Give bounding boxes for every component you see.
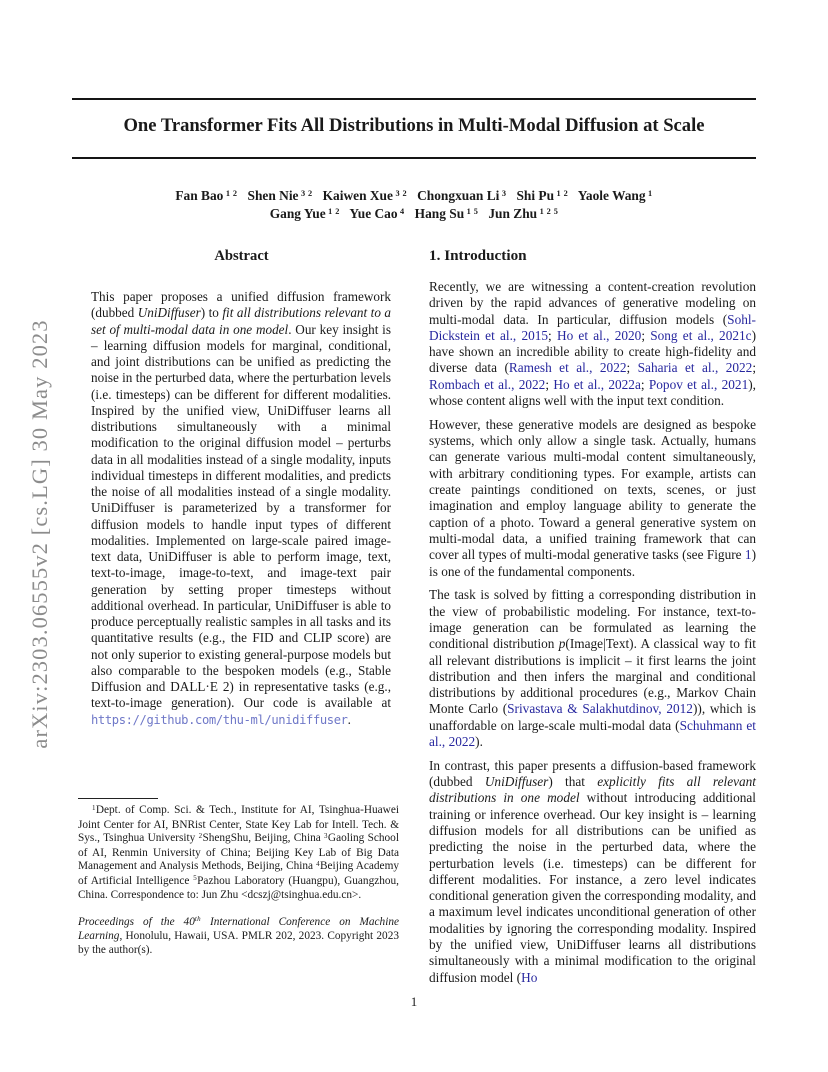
text-segment [405, 206, 415, 221]
text-segment: Recently, we are witnessing a content-creation revolution driven by the rapid advances of generative modeling on multi-modal data. In particular, diffusion models ( [429, 279, 756, 327]
text-segment: 1 2 5 [537, 207, 559, 217]
intro-paragraph-2 [429, 417, 756, 580]
text-segment [478, 206, 488, 221]
intro-paragraph-1 [429, 279, 756, 409]
citation-link[interactable]: Srivastava & Salakhutdinov, 2012 [507, 701, 693, 717]
text-segment: ) that [548, 774, 598, 790]
citation-link[interactable]: Ho et al., 2022a [553, 376, 641, 392]
text-segment: fit all distributions relevant to a set of multi-modal data in one model [91, 305, 392, 337]
citation-link[interactable]: Popov et al., 2021 [648, 376, 749, 392]
proceedings-notice [78, 916, 399, 958]
text-segment: without introducing additional training or inference overhead. Our key insight is – learning diffusion models for all distributions can be unified as predicting the noise in the perturbed data, where the perturbation levels (i.e. timesteps) can be different for different modalities. For instance, a zero level indicates conditional generation given the corresponding modality, and a maximum level indicates unconditional generation of other modalities by ignoring the corresponding modality. Inspired by the unified view, UniDiffuser learns all distributions simultaneously with a minimal modification to the original diffusion model ( [429, 790, 756, 985]
author-line-1 [72, 187, 756, 207]
text-segment: ). [475, 734, 483, 750]
citation-link[interactable]: Saharia et al., 2022 [637, 360, 753, 376]
text-segment: Shi Pu [516, 188, 555, 203]
citation-link[interactable]: Sohl-Dickstein et al., 2015 [429, 311, 756, 343]
citation-link[interactable]: Song et al., 2021c [650, 327, 752, 343]
url-link[interactable]: https://github.com/thu-ml/unidiffuser [91, 712, 348, 727]
text-segment: ), whose content aligns well with the input text condition. [429, 376, 756, 409]
text-segment: 4 [316, 859, 320, 868]
text-segment: Chongxuan Li [417, 188, 500, 203]
text-segment [313, 188, 323, 203]
text-segment: 5 [193, 874, 198, 883]
intro-paragraph-4 [429, 758, 756, 986]
text-segment: Proceedings of the 40 [78, 915, 195, 928]
text-segment: UniDiffuser [484, 774, 549, 790]
text-segment: The task is solved by fitting a corresponding distribution in the view of probabilistic modeling. For instance, text-to-image generation can be formulated as learning the conditional distribution [429, 587, 756, 652]
citation-link[interactable]: Schuhmann et al., 2022 [429, 717, 756, 750]
text-segment: 3 2 [298, 189, 313, 199]
citation-link[interactable]: Ramesh et al., 2022 [508, 360, 627, 376]
text-segment: 3 [324, 831, 328, 840]
text-segment: International Conference on Machine Learning [78, 915, 399, 942]
text-segment: However, these generative models are designed as bespoke systems, which only allow a single task. Actually, humans can generate various multi-modal content simultaneously, with arbitrary conditioning types. For example, artists can create paintings conditioned on texts, scenes, or just imagination and employ language ability to generate the caption of a photo. Toward a general generative system on multi-modal data, a unified training framework that can cover all types of multi-modal generative tasks (see Figure [429, 416, 756, 563]
text-segment: th [194, 915, 202, 924]
text-segment: Kaiwen Xue [322, 188, 393, 203]
citation-link[interactable]: Ho et al., 2020 [556, 327, 642, 343]
text-segment: 1 5 [464, 207, 479, 217]
text-segment: explicitly fits all relevant distributions in one model [429, 774, 756, 806]
text-segment: 1 2 [325, 207, 340, 217]
text-segment: (Image|Text). A classical way to fit all relevant distributions is implicit – it first learns the joint distribution and then infers the marginal and conditional distributions by additional procedures (e.g., Markov Chain Monte Carlo ( [429, 636, 756, 717]
intro-paragraph-3 [429, 587, 756, 750]
text-segment: 1 [92, 803, 96, 812]
footnote-rule [78, 798, 158, 799]
text-segment: 2 [198, 831, 203, 840]
citation-link[interactable]: Rombach et al., 2022 [429, 376, 546, 392]
text-segment: p [558, 636, 566, 652]
text-segment: Dept. of Comp. Sci. & Tech., Institute for AI, Tsinghua-Huawei Joint Center for AI, BNRist Center, State Key Lab for Intell. Tech. & Sys., Tsinghua University [78, 804, 399, 844]
text-segment: 1 2 [223, 189, 238, 199]
abstract-heading: Abstract [214, 248, 269, 264]
text-segment: UniDiffuser [137, 305, 201, 321]
footnote-block [78, 798, 399, 957]
text-segment: Gaoling School of AI, Renmin University of China; Beijing Key Lab of Big Data Management and Analysis Methods, Beijing, China [78, 832, 399, 872]
text-segment: )), which is unaffordable on large-scale multi-modal data ( [429, 701, 756, 733]
text-segment: Beijing Academy of Artificial Intelligence [78, 860, 400, 887]
text-segment: ; [548, 327, 557, 343]
page-number: 1 [410, 994, 418, 1009]
text-segment [568, 188, 578, 203]
text-segment: ; [641, 327, 651, 343]
text-segment: . [347, 711, 351, 727]
footnote-affiliations [78, 804, 399, 903]
text-segment: ; [545, 376, 554, 392]
text-segment: 3 [499, 189, 507, 199]
text-segment: This paper proposes a unified diffusion framework (dubbed [91, 289, 391, 321]
text-segment: Yaole Wang [577, 188, 646, 203]
citation-link[interactable]: Ho [521, 969, 538, 985]
text-segment [506, 188, 516, 203]
title-rule-bottom [72, 157, 756, 159]
text-segment: ; [752, 360, 757, 376]
left-column [78, 246, 405, 1004]
text-segment: 3 2 [392, 189, 408, 199]
text-segment: ; [640, 376, 649, 392]
title-rule-top [72, 98, 756, 100]
text-segment: In contrast, this paper presents a diffusion-based framework (dubbed [429, 757, 756, 790]
citation-link[interactable]: 1 [744, 547, 752, 563]
text-segment: 1 [645, 189, 653, 199]
text-segment: 1 2 [554, 189, 569, 199]
section-heading-introduction: 1. Introduction [429, 247, 527, 264]
text-segment: Shen Nie [247, 188, 299, 203]
text-segment: , Honolulu, Hawaii, USA. PMLR 202, 2023. Copyright 2023 by the author(s). [78, 930, 399, 956]
text-segment: Hang Su [414, 206, 465, 221]
text-segment: Jun Zhu [488, 206, 538, 221]
text-segment: ) to [200, 305, 223, 321]
text-segment: ; [626, 360, 638, 376]
two-column-body [78, 246, 756, 1004]
text-segment: Pazhou Laboratory (Huangpu), Guangzhou, China. Correspondence to: Jun Zhu <dcszj@tsinghua.edu.cn>. [78, 874, 400, 901]
arxiv-watermark: arXiv:2303.06555v2 [cs.LG] 30 May 2023 [27, 319, 52, 749]
text-segment: 4 [397, 207, 405, 217]
paper-title: One Transformer Fits All Distributions in Multi-Modal Diffusion at Scale [123, 115, 705, 136]
text-segment: . Our key insight is – learning diffusion models for marginal, conditional, and joint distributions can be unified as predicting the noise in the perturbed data, where the perturbation levels (i.e. timesteps) can be different for different modalities. Inspired by the unified view, UniDiffuser learns all distributions simultaneously with a minimal modification to the original diffusion model – perturbs data in all modalities instead of a single modality, inputs individual timesteps in different modalities, and predicts the noise of all modalities instead of a single modality. UniDiffuser is parameterized by a transformer for diffusion models to handle input types of different modalities. Implemented on large-scale paired image-text data, UniDiffuser is able to perform image, text, text-to-image, image-to-text, and image-text pair generation by setting proper timesteps without additional overhead. In particular, UniDiffuser is able to produce perceptually realistic samples in all tasks and its quantitative results (e.g., the FID and CLIP score) are not only superior to existing general-purpose models but also comparable to the bespoken models (e.g., Stable Diffusion and DALL·E 2) in representative tasks (e.g., text-to-image generation). Our code is available at [91, 321, 391, 711]
text-segment: ShengShu, Beijing, China [202, 832, 325, 844]
text-segment: ) is one of the fundamental components. [429, 547, 756, 579]
author-line-2 [72, 205, 756, 225]
text-segment [237, 188, 247, 203]
text-segment [407, 188, 417, 203]
text-segment: Yue Cao [349, 206, 398, 221]
text-segment: ) have shown an incredible ability to create high-fidelity and diverse data ( [429, 327, 756, 376]
text-segment: Fan Bao [175, 188, 224, 203]
text-segment [340, 206, 350, 221]
text-segment: Gang Yue [269, 206, 326, 221]
right-column [429, 246, 756, 1004]
abstract-body [91, 289, 391, 728]
